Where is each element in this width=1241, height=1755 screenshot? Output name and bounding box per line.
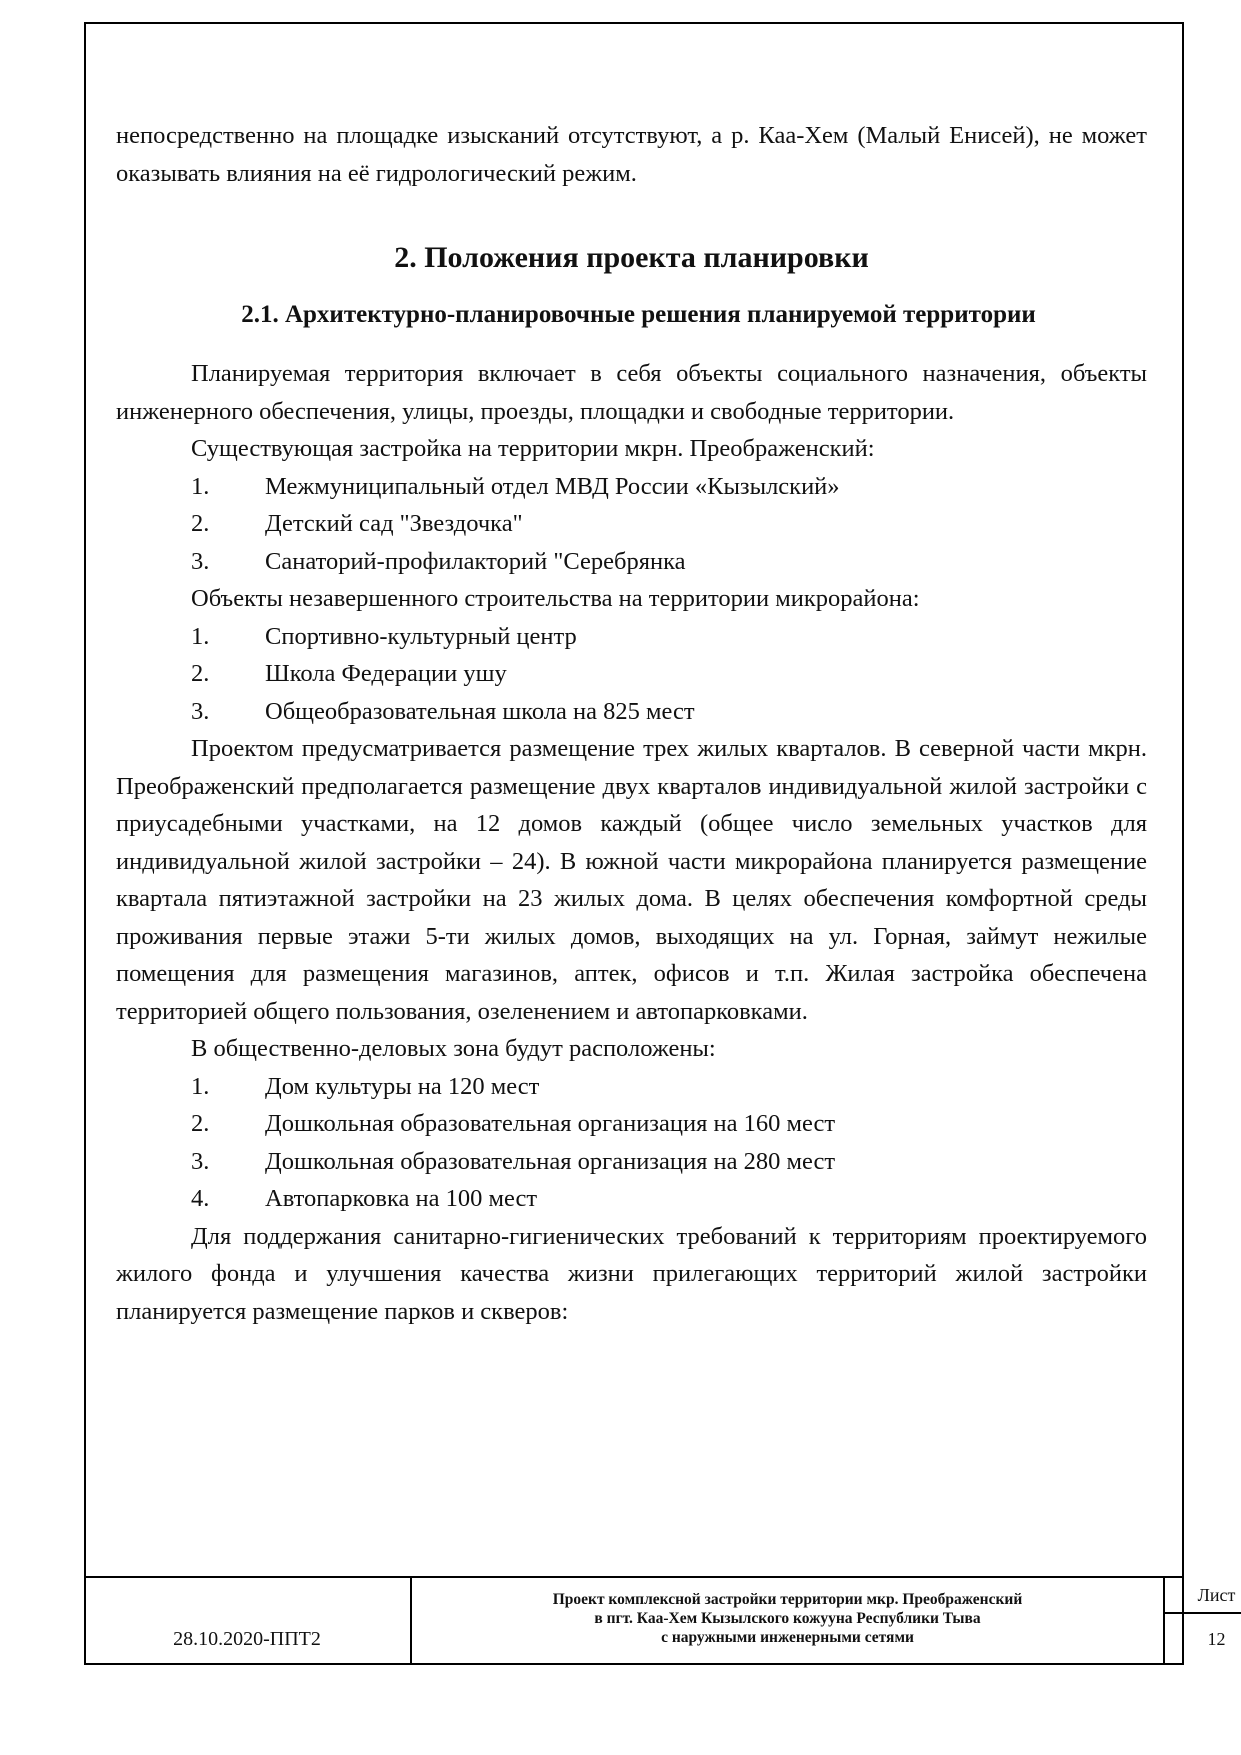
list-item-text: Дошкольная образовательная организация на 160 мест [265, 1110, 836, 1137]
document-body [116, 117, 1147, 1330]
list-item-text: Общеобразовательная школа на 825 мест [265, 697, 695, 725]
public-zone-title: В общественно-деловых зона будут расположены: [191, 1035, 716, 1062]
list-item-text: Межмуниципальный отдел МВД России «Кызылский» [265, 472, 840, 500]
sheet-number: 12 [1207, 1629, 1226, 1649]
list-item [116, 1105, 1147, 1143]
title-block [84, 1576, 1236, 1665]
list-item [116, 543, 1147, 581]
project-title-line: Проект комплексной застройки территории мкр. Преображенский [552, 1591, 1023, 1608]
list-item-text: Спортивно-культурный центр [265, 622, 577, 650]
list-item-number: 1. [191, 1072, 210, 1100]
list-item-number: 2. [191, 510, 210, 537]
list-item [116, 618, 1147, 656]
paragraph-parks: Для поддержания санитарно-гигиенических требований к территориям проектируемого жилого фонда и улучшения качества жизни прилегающих территорий жилой застройки планируется размещение парков и скверов: [116, 1222, 1147, 1325]
project-title [412, 1578, 1165, 1665]
unfinished-objects-title: Объекты незавершенного строительства на территории микрорайона: [191, 585, 920, 612]
list-item [116, 655, 1147, 693]
list-item [116, 1180, 1147, 1218]
list-item-text: Детский сад "Звездочка" [265, 510, 523, 537]
list-item-text: Санаторий-профилакторий "Серебрянка [265, 547, 686, 575]
paragraph-project: Проектом предусматривается размещение трех жилых кварталов. В северной части мкрн. Преображенский предполагается размещение двух кварталов индивидуальной жилой застройки с приусадебными участками, на 12 домов каждый (общее число земельных участков для индивидуальной жилой застройки – 24). В южной части микрорайона планируется размещение квартала пятиэтажной застройки на 23 жилых дома. В целях обеспечения комфортной среды проживания первые этажи 5-ти жилых домов, выходящих на ул. Горная, займут нежилые помещения для размещения магазинов, аптек, офисов и т.п. Жилая застройка обеспечена территорией общего пользования, озеленением и автопарковками. [116, 735, 1147, 1025]
project-title-line: в пгт. Каа-Хем Кызылского кожууна Республики Тыва [594, 1610, 981, 1627]
list-item-text: Школа Федерации ушу [265, 660, 507, 687]
list-item-number: 1. [191, 472, 210, 500]
list-item-number: 3. [191, 547, 210, 575]
intro-continuation: непосредственно на площадке изысканий отсутствуют, а р. Каа-Хем (Малый Енисей), не может оказывать влияния на её гидрологический режим. [116, 122, 1147, 187]
section-heading: 2. Положения проекта планировки [394, 241, 869, 274]
list-item-number: 3. [191, 1147, 210, 1175]
list-item-number: 3. [191, 697, 210, 725]
list-item [116, 693, 1147, 731]
existing-buildings-title: Существующая застройка на территории мкрн. Преображенский: [191, 435, 875, 462]
list-item-number: 2. [191, 660, 210, 687]
list-item [116, 468, 1147, 506]
list-item-text: Автопарковка на 100 мест [265, 1185, 538, 1212]
list-item [116, 1068, 1147, 1106]
paragraph-territory: Планируемая территория включает в себя объекты социального назначения, объекты инженерного обеспечения, улицы, проезды, площадки и свободные территории. [116, 360, 1147, 425]
list-item-number: 4. [191, 1185, 210, 1212]
list-item [116, 505, 1147, 543]
list-item-number: 1. [191, 622, 210, 650]
project-title-line: с наружными инженерными сетями [661, 1629, 914, 1646]
list-item [116, 1143, 1147, 1181]
list-item-text: Дошкольная образовательная организация на 280 мест [265, 1147, 836, 1175]
sheet-label: Лист [1165, 1578, 1241, 1614]
list-item-text: Дом культуры на 120 мест [265, 1072, 540, 1100]
subsection-heading: 2.1. Архитектурно-планировочные решения планируемой территории [241, 301, 1036, 328]
list-item-number: 2. [191, 1110, 210, 1137]
document-code: 28.10.2020-ППТ2 [84, 1578, 412, 1665]
